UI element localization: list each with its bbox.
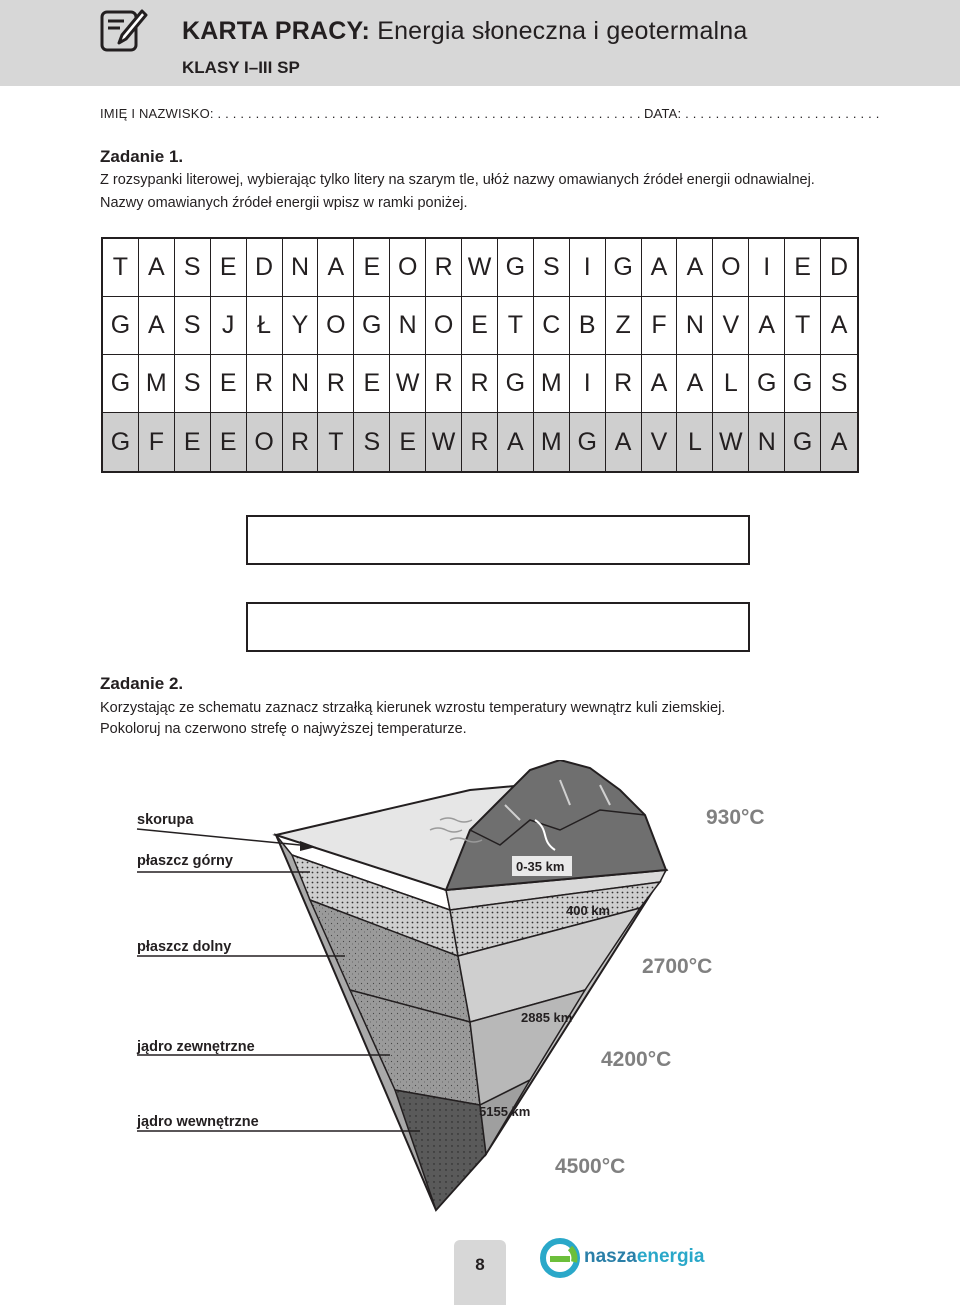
grid-letter-r4-c14: G: [570, 413, 606, 471]
grid-letter-r1-c19: I: [749, 239, 785, 297]
grid-letter-r3-c18: L: [713, 355, 749, 413]
task2-title: Zadanie 2.: [100, 674, 184, 693]
label-outer-core: jądro zewnętrzne: [137, 1039, 255, 1055]
leader-line-skorupa: [137, 829, 300, 845]
grid-letter-r2-c4: J: [211, 297, 247, 355]
depth-label-outer-core: 5155 km: [479, 1104, 531, 1119]
grid-letter-r4-c1: G: [103, 413, 139, 471]
grid-letter-r4-c5: O: [247, 413, 283, 471]
temp-label-4: 4500°C: [555, 1155, 626, 1178]
logo-text: naszaenergia: [584, 1246, 705, 1267]
grid-letter-r4-c13: M: [534, 413, 570, 471]
grid-letter-r2-c8: G: [354, 297, 390, 355]
grid-letter-r2-c9: N: [390, 297, 426, 355]
worksheet-pencil-icon: [98, 5, 148, 55]
temp-label-3: 4200°C: [601, 1048, 672, 1071]
grid-letter-r2-c15: Z: [606, 297, 642, 355]
task2-instruction-1: Korzystając ze schematu zaznacz strzałką kierunek wzrostu temperatury wewnątrz kuli ziemskiej.: [100, 700, 726, 716]
label-lower-mantle: płaszcz dolny: [137, 939, 232, 955]
inner-core-band-left: [395, 1090, 486, 1210]
page-subtitle: KLASY I–III SP: [182, 58, 300, 77]
grid-letter-r2-c12: T: [498, 297, 534, 355]
grid-letter-r3-c9: W: [390, 355, 426, 413]
label-crust: skorupa: [137, 812, 194, 828]
grid-letter-r3-c12: G: [498, 355, 534, 413]
grid-letter-r2-c19: A: [749, 297, 785, 355]
grid-letter-r1-c14: I: [570, 239, 606, 297]
grid-letter-r3-c1: G: [103, 355, 139, 413]
grid-letter-r4-c20: G: [785, 413, 821, 471]
grid-letter-r4-c4: E: [211, 413, 247, 471]
grid-letter-r1-c4: E: [211, 239, 247, 297]
grid-letter-r1-c12: G: [498, 239, 534, 297]
depth-label-upper-mantle: 400 km: [566, 903, 611, 918]
grid-letter-r1-c9: O: [390, 239, 426, 297]
grid-letter-r1-c16: A: [642, 239, 678, 297]
grid-letter-r4-c9: E: [390, 413, 426, 471]
answer-box-2[interactable]: [246, 602, 750, 652]
grid-letter-r2-c3: S: [175, 297, 211, 355]
grid-letter-r1-c5: D: [247, 239, 283, 297]
task2-instruction-2: Pokoloruj na czerwono strefę o najwyższej temperaturze.: [100, 721, 467, 737]
grid-letter-r4-c16: V: [642, 413, 678, 471]
grid-letter-r3-c3: S: [175, 355, 211, 413]
grid-letter-r3-c8: E: [354, 355, 390, 413]
grid-letter-r2-c6: Y: [283, 297, 319, 355]
grid-letter-r4-c18: W: [713, 413, 749, 471]
task1-instruction-2: Nazwy omawianych źródeł energii wpisz w ramki poniżej.: [100, 195, 468, 211]
depth-label-crust: 0-35 km: [516, 859, 565, 874]
grid-letter-r2-c10: O: [426, 297, 462, 355]
page-number-tab: [454, 1240, 506, 1305]
grid-letter-r2-c17: N: [677, 297, 713, 355]
grid-letter-r3-c4: E: [211, 355, 247, 413]
grid-letter-r3-c7: R: [318, 355, 354, 413]
grid-letter-r1-c20: E: [785, 239, 821, 297]
grid-letter-r2-c2: A: [139, 297, 175, 355]
letter-grid: [101, 237, 859, 473]
page-number: 8: [475, 1255, 485, 1274]
nasza-energia-logo: [540, 1238, 705, 1280]
grid-letter-r2-c14: B: [570, 297, 606, 355]
grid-letter-r3-c19: G: [749, 355, 785, 413]
page-title: KARTA PRACY: Energia słoneczna i geotermalna: [182, 17, 748, 45]
temp-label-2: 2700°C: [642, 955, 713, 978]
grid-letter-r2-c5: Ł: [247, 297, 283, 355]
grid-letter-r4-c19: N: [749, 413, 785, 471]
grid-letter-r1-c18: O: [713, 239, 749, 297]
earth-layers-diagram: [0, 760, 960, 1230]
grid-letter-r2-c18: V: [713, 297, 749, 355]
grid-letter-r2-c20: T: [785, 297, 821, 355]
date-field[interactable]: DATA: . . . . . . . . . . . . . . . . . . . . . . . . . .: [644, 106, 880, 121]
grid-letter-r1-c1: T: [103, 239, 139, 297]
task1-instruction-1: Z rozsypanki literowej, wybierając tylko litery na szarym tle, ułóż nazwy omawianych źródeł energii odnawialnej.: [100, 172, 815, 188]
header-bar: [0, 0, 960, 86]
grid-letter-r3-c16: A: [642, 355, 678, 413]
grid-letter-r2-c11: E: [462, 297, 498, 355]
grid-letter-r3-c11: R: [462, 355, 498, 413]
grid-letter-r4-c6: R: [283, 413, 319, 471]
grid-letter-r4-c7: T: [318, 413, 354, 471]
temp-label-1: 930°C: [706, 806, 765, 829]
grid-letter-r1-c17: A: [677, 239, 713, 297]
grid-letter-r4-c10: W: [426, 413, 462, 471]
grid-letter-r1-c10: R: [426, 239, 462, 297]
grid-letter-r1-c7: A: [318, 239, 354, 297]
grid-letter-r3-c15: R: [606, 355, 642, 413]
grid-letter-r3-c21: S: [821, 355, 857, 413]
grid-letter-r3-c14: I: [570, 355, 606, 413]
grid-letter-r1-c21: D: [821, 239, 857, 297]
name-field[interactable]: IMIĘ I NAZWISKO: . . . . . . . . . . . . . . . . . . . . . . . . . . . . . . . . . . . . . . . . . . . . . . . . . . . . . . . . . . .: [100, 106, 664, 121]
grid-letter-r2-c21: A: [821, 297, 857, 355]
grid-letter-r4-c15: A: [606, 413, 642, 471]
grid-letter-r3-c17: A: [677, 355, 713, 413]
grid-letter-r1-c8: E: [354, 239, 390, 297]
grid-letter-r3-c5: R: [247, 355, 283, 413]
label-upper-mantle: płaszcz górny: [137, 853, 233, 869]
depth-label-lower-mantle: 2885 km: [521, 1010, 573, 1025]
answer-box-1[interactable]: [246, 515, 750, 565]
grid-letter-r4-c8: S: [354, 413, 390, 471]
grid-letter-r1-c6: N: [283, 239, 319, 297]
task1-title: Zadanie 1.: [100, 147, 184, 166]
grid-letter-r3-c6: N: [283, 355, 319, 413]
grid-letter-r1-c15: G: [606, 239, 642, 297]
grid-letter-r4-c12: A: [498, 413, 534, 471]
grid-letter-r2-c16: F: [642, 297, 678, 355]
nasza-energia-logo-icon: [540, 1238, 580, 1278]
label-inner-core: jądro wewnętrzne: [137, 1114, 259, 1130]
grid-letter-r1-c3: S: [175, 239, 211, 297]
grid-letter-r2-c7: O: [318, 297, 354, 355]
grid-letter-r1-c11: W: [462, 239, 498, 297]
grid-letter-r3-c2: M: [139, 355, 175, 413]
grid-letter-r4-c21: A: [821, 413, 857, 471]
grid-letter-r1-c2: A: [139, 239, 175, 297]
grid-letter-r2-c1: G: [103, 297, 139, 355]
grid-letter-r4-c3: E: [175, 413, 211, 471]
grid-letter-r3-c20: G: [785, 355, 821, 413]
grid-letter-r3-c13: M: [534, 355, 570, 413]
grid-letter-r4-c2: F: [139, 413, 175, 471]
grid-letter-r2-c13: C: [534, 297, 570, 355]
grid-letter-r3-c10: R: [426, 355, 462, 413]
grid-letter-r4-c11: R: [462, 413, 498, 471]
grid-letter-r1-c13: S: [534, 239, 570, 297]
grid-letter-r4-c17: L: [677, 413, 713, 471]
